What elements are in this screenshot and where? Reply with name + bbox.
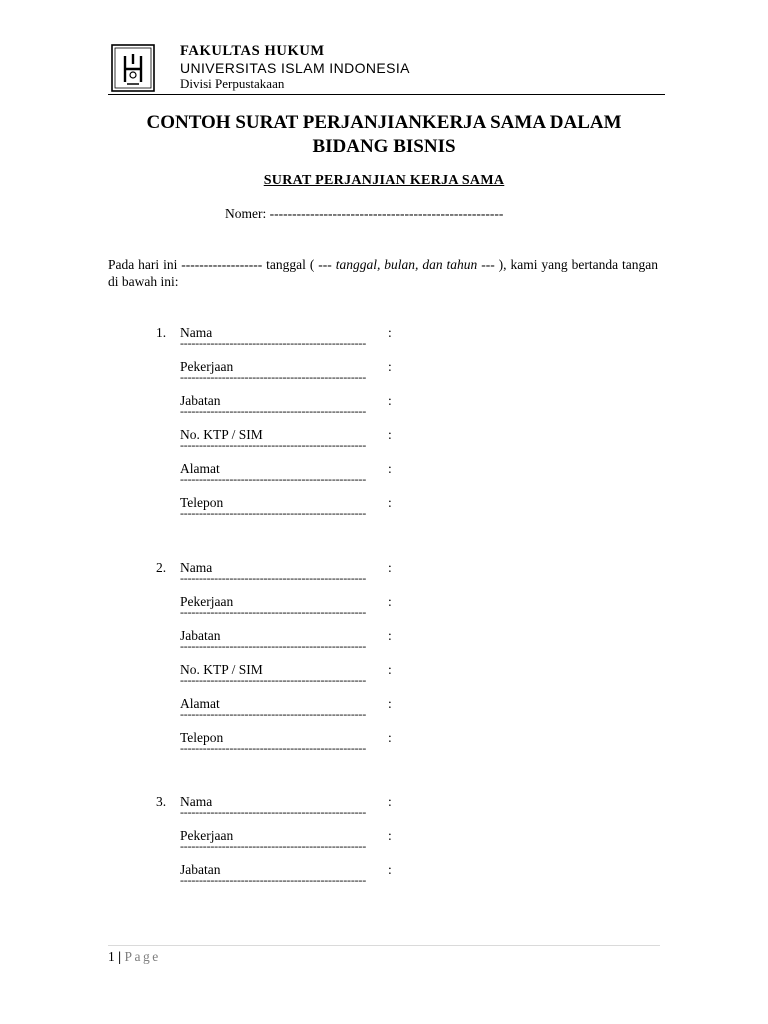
university-name: UNIVERSITAS ISLAM INDONESIA <box>180 60 410 76</box>
party-number: 2. <box>156 560 167 575</box>
field-dash-line: ------------------------------------------------- <box>180 404 367 418</box>
field-dash-line: ------------------------------------------------- <box>180 707 367 721</box>
field-label: Jabatan <box>180 628 221 643</box>
field-dash-line: ------------------------------------------------- <box>180 839 367 853</box>
field-row <box>180 627 480 661</box>
field-colon: : <box>388 828 392 843</box>
field-dash-line: ------------------------------------------------- <box>180 571 367 585</box>
field-label: Alamat <box>180 696 220 711</box>
field-label: No. KTP / SIM <box>180 662 263 677</box>
faculty-name: FAKULTAS HUKUM <box>180 43 325 59</box>
field-row <box>180 695 480 729</box>
field-colon: : <box>388 862 392 877</box>
field-colon: : <box>388 393 392 408</box>
field-dash-line: ------------------------------------------------- <box>180 805 367 819</box>
document-title <box>100 111 668 159</box>
party-number: 3. <box>156 794 167 809</box>
title-line-1: CONTOH SURAT PERJANJIANKERJA SAMA DALAM <box>146 112 622 133</box>
field-row <box>180 827 480 861</box>
field-dash-line: ------------------------------------------------- <box>180 336 367 350</box>
field-dash-line: ------------------------------------------------- <box>180 639 367 653</box>
field-row <box>180 324 480 358</box>
field-dash-line: ------------------------------------------------- <box>180 605 367 619</box>
field-label: Nama <box>180 794 213 809</box>
party-1 <box>150 324 480 528</box>
field-label: Pekerjaan <box>180 828 234 843</box>
field-label: No. KTP / SIM <box>180 427 263 442</box>
field-dash-line: ------------------------------------------------- <box>180 506 367 520</box>
paragraph-part-1: Pada hari ini ------------------ tanggal ( --- <box>108 257 336 272</box>
field-colon: : <box>388 730 392 745</box>
university-logo-icon <box>111 44 155 92</box>
field-label: Nama <box>180 325 213 340</box>
field-row <box>180 494 480 528</box>
party-number: 1. <box>156 325 167 340</box>
field-row <box>180 861 480 895</box>
field-row <box>180 358 480 392</box>
field-colon: : <box>388 359 392 374</box>
field-colon: : <box>388 427 392 442</box>
field-colon: : <box>388 325 392 340</box>
title-line-2: BIDANG BISNIS <box>312 136 456 157</box>
field-row <box>180 559 480 593</box>
opening-paragraph <box>108 256 658 290</box>
field-label: Pekerjaan <box>180 594 234 609</box>
paragraph-part-2: --- ), kami yang bertanda tangan di bawah ini: <box>108 257 658 289</box>
field-label: Telepon <box>180 495 224 510</box>
party-2 <box>150 559 480 763</box>
page-separator: | <box>118 949 122 964</box>
field-colon: : <box>388 794 392 809</box>
field-dash-line: ------------------------------------------------- <box>180 438 367 452</box>
division-name: Divisi Perpustakaan <box>180 76 285 91</box>
field-row <box>180 426 480 460</box>
field-dash-line: ------------------------------------------------- <box>180 673 367 687</box>
field-row <box>180 793 480 827</box>
document-subtitle: SURAT PERJANJIAN KERJA SAMA <box>263 173 505 188</box>
field-colon: : <box>388 696 392 711</box>
letter-number: Nomer: ---------------------------------------------------- <box>225 206 504 221</box>
field-dash-line: ------------------------------------------------- <box>180 370 367 384</box>
page-footer <box>108 945 660 965</box>
field-label: Jabatan <box>180 393 221 408</box>
field-label: Jabatan <box>180 862 221 877</box>
field-colon: : <box>388 560 392 575</box>
paragraph-italic: tanggal, bulan, dan tahun <box>335 257 478 272</box>
field-colon: : <box>388 628 392 643</box>
field-row <box>180 460 480 494</box>
field-row <box>180 729 480 763</box>
field-label: Telepon <box>180 730 224 745</box>
field-colon: : <box>388 461 392 476</box>
page-number: 1 <box>108 949 115 964</box>
field-row <box>180 661 480 695</box>
field-dash-line: ------------------------------------------------- <box>180 472 367 486</box>
field-colon: : <box>388 594 392 609</box>
field-colon: : <box>388 495 392 510</box>
field-dash-line: ------------------------------------------------- <box>180 873 367 887</box>
document-header <box>108 42 665 95</box>
page-label: Page <box>124 949 161 964</box>
field-label: Alamat <box>180 461 220 476</box>
field-row <box>180 392 480 426</box>
field-colon: : <box>388 662 392 677</box>
party-3 <box>150 793 480 895</box>
field-label: Pekerjaan <box>180 359 234 374</box>
field-row <box>180 593 480 627</box>
field-dash-line: ------------------------------------------------- <box>180 741 367 755</box>
field-label: Nama <box>180 560 213 575</box>
